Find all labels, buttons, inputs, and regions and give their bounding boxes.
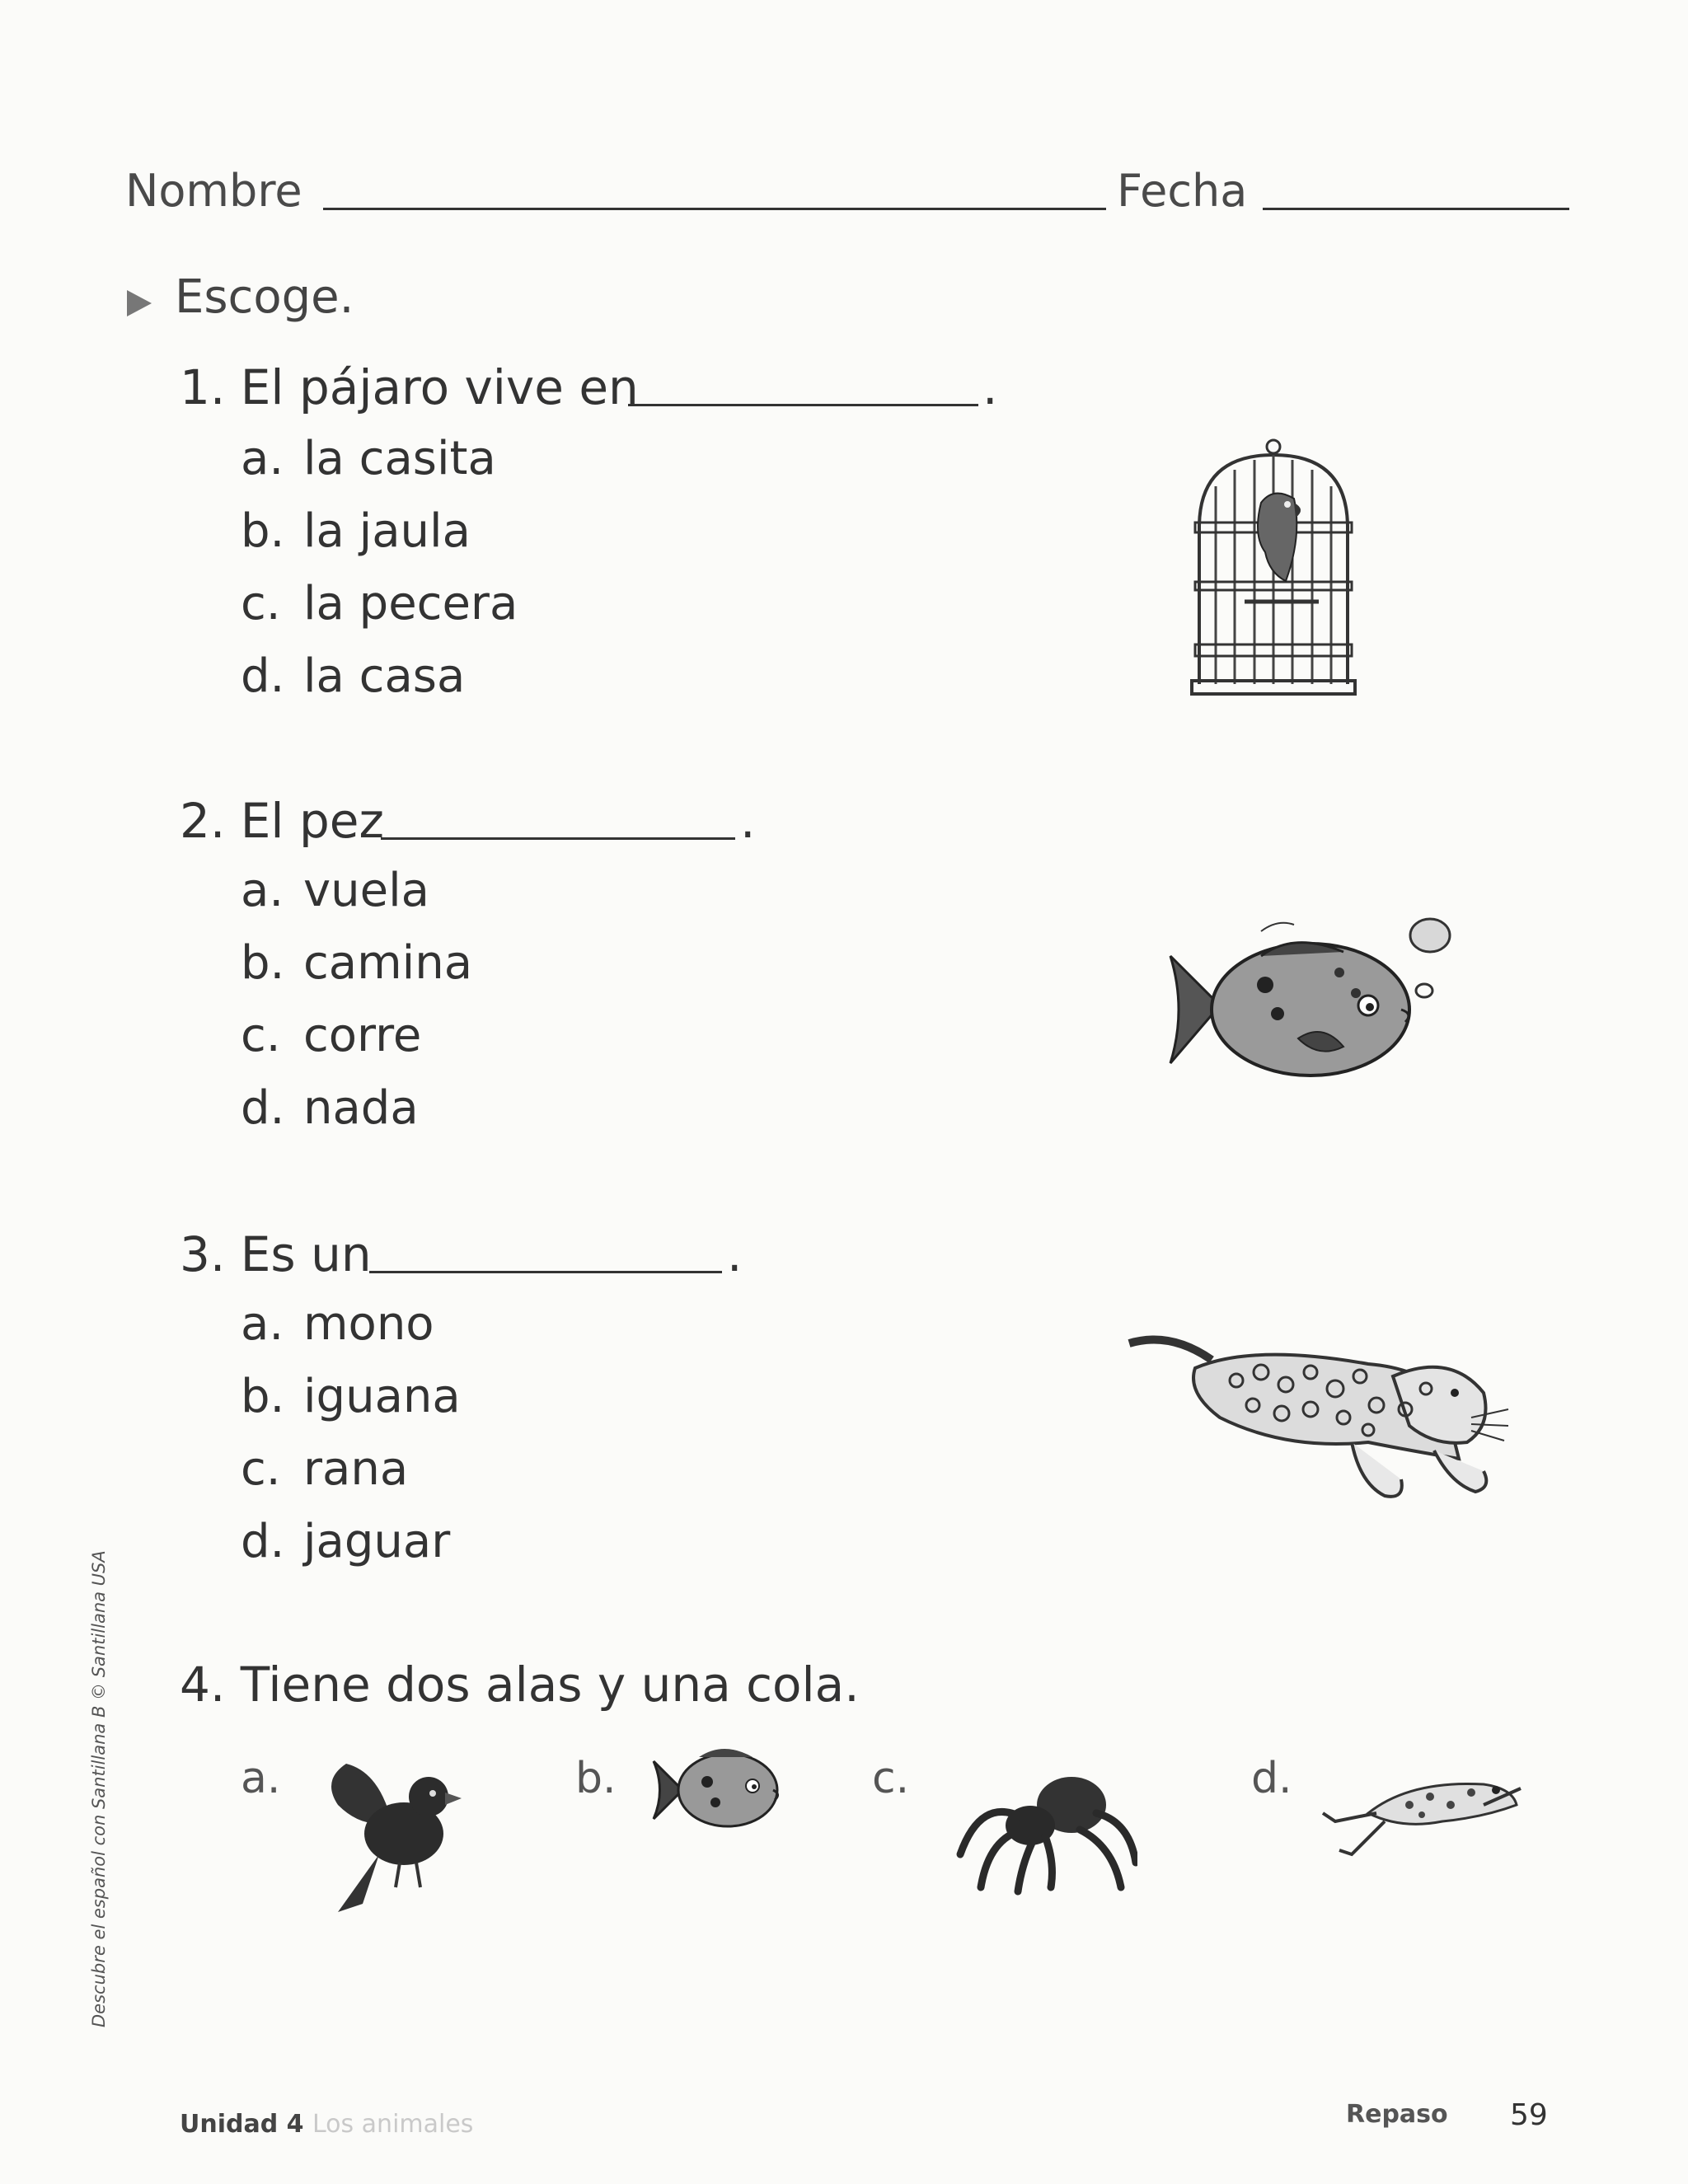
question-prompt: Tiene dos alas y una cola.	[240, 1657, 860, 1713]
question-end: .	[740, 793, 756, 849]
name-label: Nombre	[125, 165, 302, 217]
question-prompt: El pájaro vive en	[240, 359, 639, 415]
option-1a[interactable]: a. la casita	[241, 432, 496, 485]
picture-choice-c-letter[interactable]: c.	[872, 1754, 910, 1803]
question-prompt: El pez	[240, 793, 384, 849]
answer-blank-1[interactable]	[628, 404, 978, 406]
page-number: 59	[1510, 2098, 1548, 2132]
fish-swimming-icon	[1146, 915, 1459, 1104]
unit-title: Los animales	[312, 2110, 474, 2139]
question-1	[180, 359, 639, 415]
frog-icon[interactable]	[1319, 1755, 1525, 1863]
answer-blank-2[interactable]	[381, 837, 735, 840]
picture-choice-a-letter[interactable]: a.	[241, 1754, 281, 1803]
option-2b[interactable]: b. camina	[241, 936, 473, 990]
question-prompt: Es un	[240, 1226, 372, 1282]
option-3b[interactable]: b. iguana	[241, 1370, 461, 1423]
question-number: 3.	[180, 1226, 226, 1282]
date-field[interactable]	[1263, 208, 1569, 210]
question-4	[180, 1657, 860, 1713]
question-end: .	[982, 359, 998, 415]
instruction-text: Escoge.	[175, 270, 354, 324]
option-1c[interactable]: c. la pecera	[241, 577, 518, 630]
answer-blank-3[interactable]	[369, 1271, 722, 1273]
option-3c[interactable]: c. rana	[241, 1442, 409, 1496]
footer-section: Repaso	[1346, 2100, 1448, 2129]
picture-choice-b-letter[interactable]: b.	[575, 1754, 617, 1803]
option-1b[interactable]: b. la jaula	[241, 504, 471, 558]
question-number: 1.	[180, 359, 226, 415]
spider-icon[interactable]	[948, 1764, 1137, 1896]
question-3	[180, 1226, 372, 1282]
arrow-bullet-icon	[125, 288, 153, 318]
option-2d[interactable]: d. nada	[241, 1081, 419, 1135]
picture-choice-d-letter[interactable]: d.	[1251, 1754, 1292, 1803]
name-field[interactable]	[323, 208, 1106, 210]
side-credit: Descubre el español con Santillana B © Santillana USA	[89, 1550, 109, 2027]
footer-unit	[180, 2110, 473, 2139]
question-number: 2.	[180, 793, 226, 849]
birdcage-with-parrot-icon	[1187, 437, 1360, 701]
question-number: 4.	[180, 1657, 226, 1713]
date-label: Fecha	[1117, 165, 1248, 217]
fish-icon[interactable]	[649, 1741, 790, 1840]
option-3a[interactable]: a. mono	[241, 1297, 434, 1351]
option-2c[interactable]: c. corre	[241, 1009, 422, 1062]
jaguar-icon	[1121, 1327, 1517, 1525]
bird-icon[interactable]	[313, 1739, 462, 1920]
unit-number: Unidad 4	[180, 2110, 304, 2139]
question-2	[180, 793, 384, 849]
option-3d[interactable]: d. jaguar	[241, 1515, 451, 1568]
option-2a[interactable]: a. vuela	[241, 864, 429, 917]
question-end: .	[727, 1226, 743, 1282]
option-1d[interactable]: d. la casa	[241, 649, 466, 703]
